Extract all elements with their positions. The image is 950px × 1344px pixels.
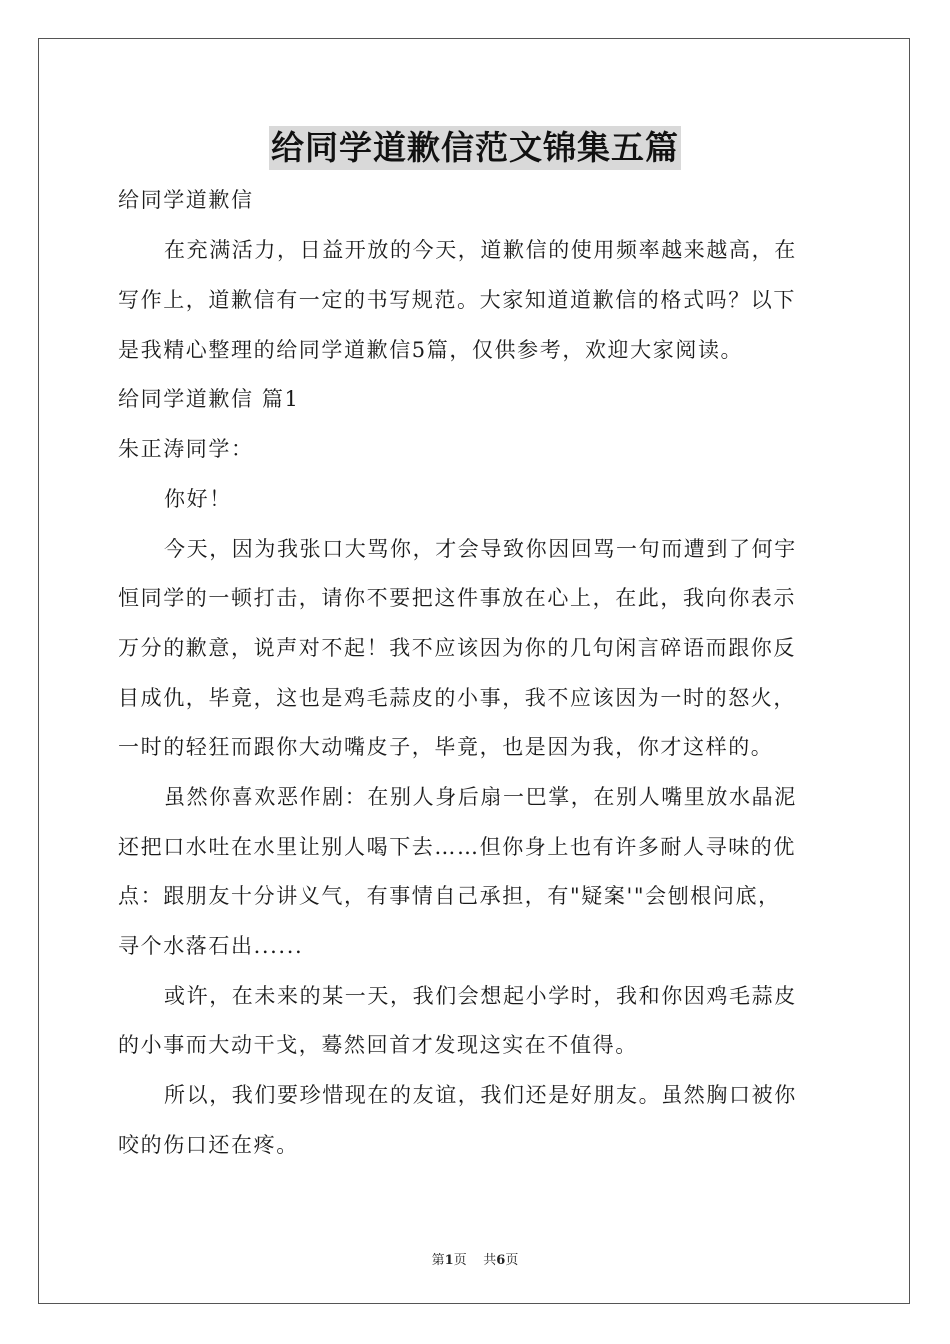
paragraph-line: 寻个水落石出...... xyxy=(118,934,304,958)
page-total: 6 xyxy=(496,1253,506,1268)
page-footer xyxy=(0,1249,950,1268)
total-prefix: 共 xyxy=(483,1253,497,1268)
paragraph-line: 一时的轻狂而跟你大动嘴皮子，毕竟，也是因为我，你才这样的。 xyxy=(118,735,774,759)
paragraph-line: 的小事而大动干戈，蓦然回首才发现这实在不值得。 xyxy=(118,1033,638,1057)
total-suffix: 页 xyxy=(505,1253,519,1268)
greeting: 你好！ xyxy=(164,487,232,511)
paragraph-line: 今天，因为我张口大骂你，才会导致你因回骂一句而遭到了何宇 xyxy=(164,537,797,561)
page-prefix: 第 xyxy=(431,1253,445,1268)
title-wrapper xyxy=(0,126,950,170)
page-suffix: 页 xyxy=(453,1253,467,1268)
paragraph-line: 或许，在未来的某一天，我们会想起小学时，我和你因鸡毛蒜皮 xyxy=(164,984,797,1008)
page-border xyxy=(38,38,910,1304)
section-heading: 给同学道歉信 xyxy=(118,188,254,212)
page-current: 1 xyxy=(444,1253,454,1268)
paragraph-line: 还把口水吐在水里让别人喝下去……但你身上也有许多耐人寻味的优 xyxy=(118,835,796,859)
paragraph-line: 目成仇，毕竟，这也是鸡毛蒜皮的小事，我不应该因为一时的怒火， xyxy=(118,686,796,710)
paragraph-line: 咬的伤口还在疼。 xyxy=(118,1133,299,1157)
salutation: 朱正涛同学： xyxy=(118,437,254,461)
paragraph-line: 虽然你喜欢恶作剧：在别人身后扇一巴掌，在别人嘴里放水晶泥 xyxy=(164,785,797,809)
paragraph-line: 万分的歉意，说声对不起！我不应该因为你的几句闲言碎语而跟你反 xyxy=(118,636,796,660)
paragraph-line: 写作上，道歉信有一定的书写规范。大家知道道歉信的格式吗？以下 xyxy=(118,288,796,312)
paragraph-line: 点：跟朋友十分讲义气，有事情自己承担，有"疑案'"会刨根问底， xyxy=(118,884,781,908)
paragraph-line: 恒同学的一顿打击，请你不要把这件事放在心上，在此，我向你表示 xyxy=(118,586,796,610)
paragraph-line: 在充满活力，日益开放的今天，道歉信的使用频率越来越高，在 xyxy=(164,238,797,262)
document-title: 给同学道歉信范文锦集五篇 xyxy=(269,126,681,170)
paragraph-line: 所以，我们要珍惜现在的友谊，我们还是好朋友。虽然胸口被你 xyxy=(164,1083,797,1107)
paragraph-line: 是我精心整理的给同学道歉信5篇，仅供参考，欢迎大家阅读。 xyxy=(118,338,744,362)
section-heading: 给同学道歉信 篇1 xyxy=(118,387,300,411)
